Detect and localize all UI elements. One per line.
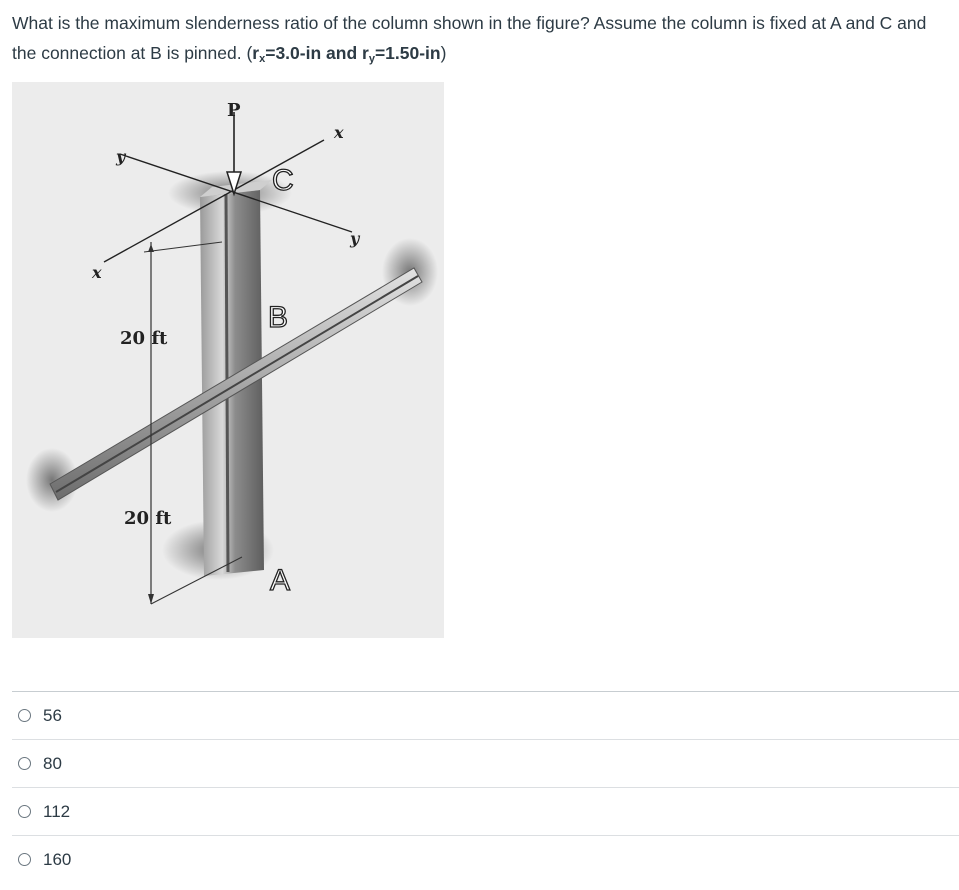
y-axis-label-right: y xyxy=(350,229,360,248)
radio-button[interactable] xyxy=(18,757,31,770)
answer-option[interactable] xyxy=(12,739,959,787)
radio-button[interactable] xyxy=(18,805,31,818)
radio-button[interactable] xyxy=(18,709,31,722)
answer-label: 80 xyxy=(43,753,62,773)
answer-label: 112 xyxy=(43,801,71,821)
upper-length-label: 20 ft xyxy=(120,328,168,349)
y-axis-label-left: y xyxy=(116,147,126,166)
radio-button[interactable] xyxy=(18,853,31,866)
question-text: What is the maximum slenderness ratio of the column shown in the figure? Assume the column is fixed at A and C and the connection at B is pinned. ($r_x=3.0-in$ and $r_y=1.50-in$) xyxy=(12,13,927,65)
dimension-arrow-top xyxy=(148,244,154,252)
answer-list xyxy=(12,691,959,883)
answer-option[interactable] xyxy=(12,835,959,883)
point-b-label: B xyxy=(268,301,289,334)
column-diagram xyxy=(12,82,444,638)
answer-option[interactable] xyxy=(12,691,959,739)
lower-length-label: 20 ft xyxy=(124,508,172,529)
answer-label: 160 xyxy=(43,849,72,869)
x-axis-label-top: x xyxy=(334,123,344,142)
x-axis-label-left: x xyxy=(92,263,102,282)
question-body: What is the maximum slenderness ratio of the column shown in the figure? Assume the column is fixed at A and C and the connection at B is pinned. ( xyxy=(12,13,927,63)
answer-option[interactable] xyxy=(12,787,959,835)
column-figure xyxy=(12,82,444,638)
rx-term: $r_x=3.0-in$ and $r_y=1.50-in$ xyxy=(252,43,441,65)
load-label: P xyxy=(227,100,241,121)
point-a-label: A xyxy=(270,564,291,597)
point-c-label: C xyxy=(272,164,294,197)
answer-label: 56 xyxy=(43,705,62,725)
